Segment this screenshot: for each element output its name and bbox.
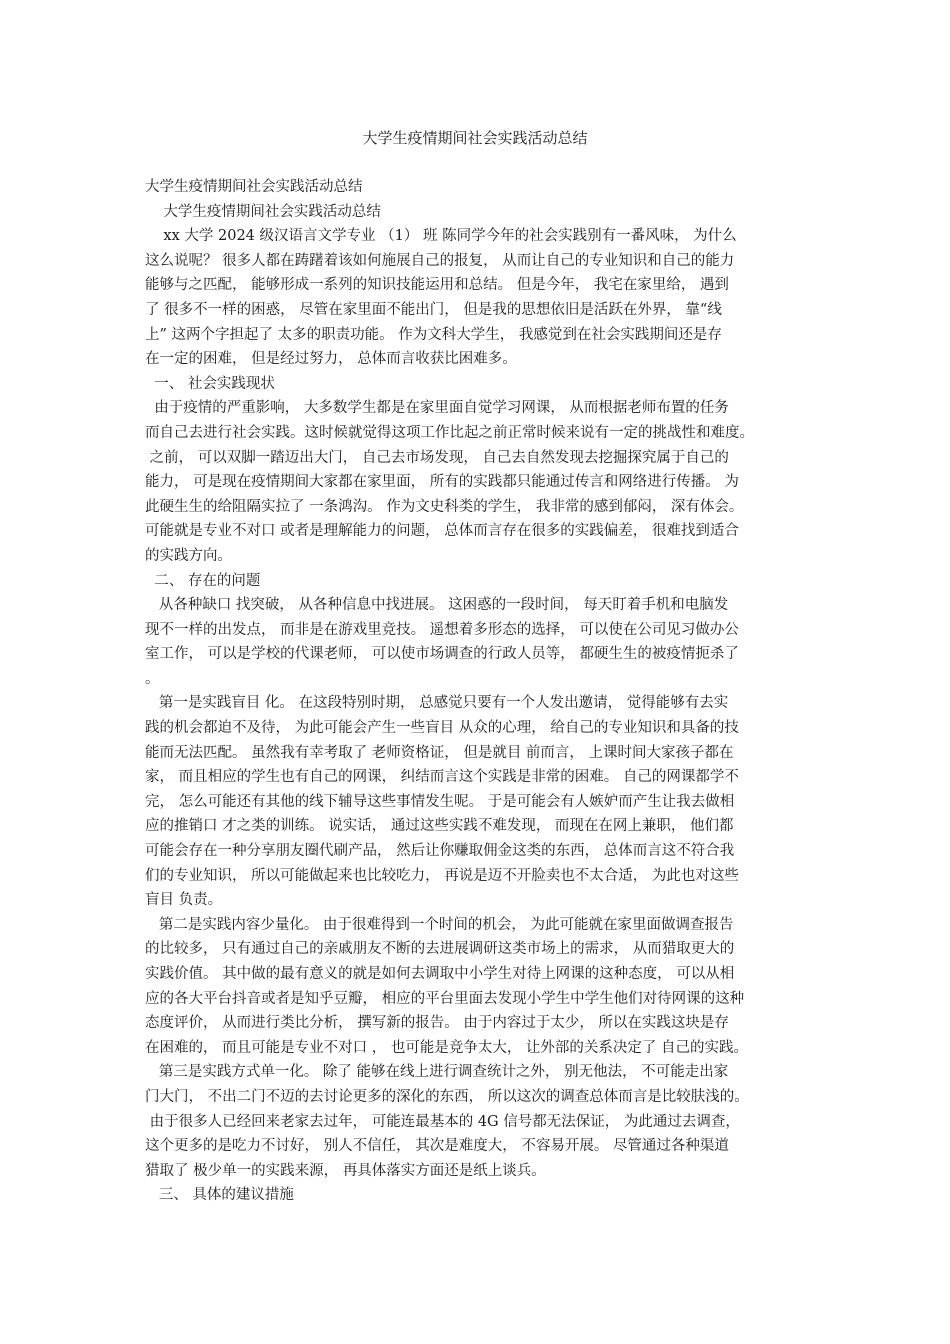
text-line: 应的推销口 才之类的训练。 说实话， 通过这些实践不难发现， 而现在在网上兼职， 他们都	[145, 818, 734, 835]
text-line: 完， 怎么可能还有其他的线下辅导这些事情发生呢。 于是可能会有人嫉妒而产生让我去做相	[145, 793, 735, 810]
text-line: 的实践方向。	[145, 547, 232, 564]
text-line: 第三是实践方式单一化。 除了 能够在线上进行调查统计之外， 别无他法， 不可能走出家	[145, 1064, 729, 1081]
text-line: 一、 社会实践现状	[145, 375, 275, 392]
text-line: 上” 这两个字担起了 太多的职责功能。 作为文科大学生， 我感觉到在社会实践期间还是存	[145, 326, 722, 343]
text-line: 这么说呢？ 很多人都在踌躇着该如何施展自己的报复， 从而让自己的专业知识和自己的能力	[145, 252, 735, 269]
text-line: 践的机会都迫不及待， 为此可能会产生一些盲目 从众的心理， 给自己的专业知识和具备的技	[145, 720, 739, 737]
text-line: 门大门， 不出二门不迈的去讨论更多的深化的东西， 所以这次的调查总体而言是比较肤浅的。	[145, 1088, 749, 1105]
document-title: 大学生疫情期间社会实践活动总结	[362, 129, 588, 147]
text-line: 由于疫情的严重影响， 大多数学生都是在家里面自觉学习网课， 从而根据老师布置的任务	[145, 400, 729, 417]
text-line: 盲目 负责。	[145, 892, 223, 909]
text-line: 从各种缺口 找突破， 从各种信息中找进展。 这困惑的一段时间， 每天盯着手机和电脑发	[145, 597, 729, 614]
text-line: 之前， 可以双脚一踏迈出大门， 自己去市场发现， 自己去自然发现去挖掘探究属于自己的	[145, 449, 729, 466]
text-line: 。	[145, 670, 160, 687]
text-line: 能力， 可是现在疫情期间大家都在家里面， 所有的实践都只能通过传言和网络进行传播。 为	[145, 474, 739, 491]
text-line: 第二是实践内容少量化。 由于很难得到一个时间的机会， 为此可能就在家里面做调查报告	[145, 916, 734, 933]
text-line: 可能就是专业不对口 或者是理解能力的问题， 总体而言存在很多的实践偏差， 很难找到适合	[145, 523, 739, 540]
text-line: 三、 具体的建议措施	[145, 1187, 294, 1204]
document-body	[145, 175, 815, 1208]
text-line: 而自己去进行社会实践。这时候就觉得这项工作比起之前正常时候来说有一定的挑战性和难度。	[145, 424, 754, 441]
text-line: 在困难的， 而且可能是专业不对口 ， 也可能是竞争太大， 让外部的关系决定了 自己的实践。	[145, 1039, 749, 1056]
text-line: 第一是实践盲目 化。 在这段特别时期， 总感觉只要有一个人发出邀请， 觉得能够有去实	[145, 695, 729, 712]
text-line: 家， 而且相应的学生也有自己的网课， 纠结而言这个实践是非常的困难。 自己的网课都学不	[145, 769, 739, 786]
text-line: xx 大学 2024 级汉语言文学专业 （1） 班 陈同学今年的社会实践别有一番风味， 为什么	[145, 228, 737, 245]
text-line: 实践价值。 其中做的最有意义的就是如何去调取中小学生对待上网课的这种态度， 可以从相	[145, 966, 735, 982]
text-line: 猎取了 极少单一的实践来源， 再具体落实方面还是纸上谈兵。	[145, 1162, 546, 1179]
text-line: 的比较多， 只有通过自己的亲戚朋友不断的去进展调研这类市场上的需求， 从而猎取更大的	[145, 941, 735, 958]
text-line: 可能会存在一种分享朋友圈代刷产品， 然后让你赚取佣金这类的东西， 总体而言这不符合我	[145, 843, 735, 860]
text-line: 在一定的困难， 但是经过努力， 总体而言收获比困难多。	[145, 351, 517, 368]
text-line: 现不一样的出发点， 而非是在游戏里竞技。 遥想着多形态的选择， 可以使在公司见习做办公	[145, 621, 739, 638]
text-line: 此硬生生的给阻隔实拉了 一条鸿沟。 作为文史科类的学生， 我非常的感到郁闷， 深有体会。	[145, 498, 744, 515]
text-line: 二、 存在的问题	[145, 572, 261, 589]
text-line: 应的各大平台抖音或者是知乎豆瓣， 相应的平台里面去发现小学生中学生他们对待网课的这种	[145, 990, 745, 1007]
text-line: 大学生疫情期间社会实践活动总结	[145, 203, 381, 220]
text-line: 室工作， 可以是学校的代课老师， 可以使市场调查的行政人员等， 都硬生生的被疫情扼杀了	[145, 646, 739, 663]
text-line: 态度评价， 从而进行类比分析， 撰写新的报告。 由于内容过于太少， 所以在实践这块是存	[145, 1015, 729, 1032]
text-line: 大学生疫情期间社会实践活动总结	[145, 179, 363, 195]
text-line: 由于很多人已经回来老家去过年， 可能连最基本的 4G 信号都无法保证， 为此通过去调查，	[145, 1113, 740, 1130]
text-line: 能够与之匹配， 能够形成一系列的知识技能运用和总结。 但是今年， 我宅在家里给， 遇到	[145, 277, 729, 294]
text-line: 们的专业知识， 所以可能做起来也比较吃力， 再说是迈不开脸卖也不太合适， 为此也对这些	[145, 867, 739, 884]
text-line: 了 很多不一样的困惑， 尽管在家里面不能出门， 但是我的思想依旧是活跃在外界， 靠“线	[145, 301, 722, 318]
text-line: 这个更多的是吃力不讨好， 别人不信任， 其次是难度大， 不容易开展。 尽管通过各种渠道	[145, 1138, 729, 1155]
text-line: 能而无法匹配。 虽然我有幸考取了 老师资格证， 但是就目 前而言， 上课时间大家孩子都在	[145, 744, 734, 761]
